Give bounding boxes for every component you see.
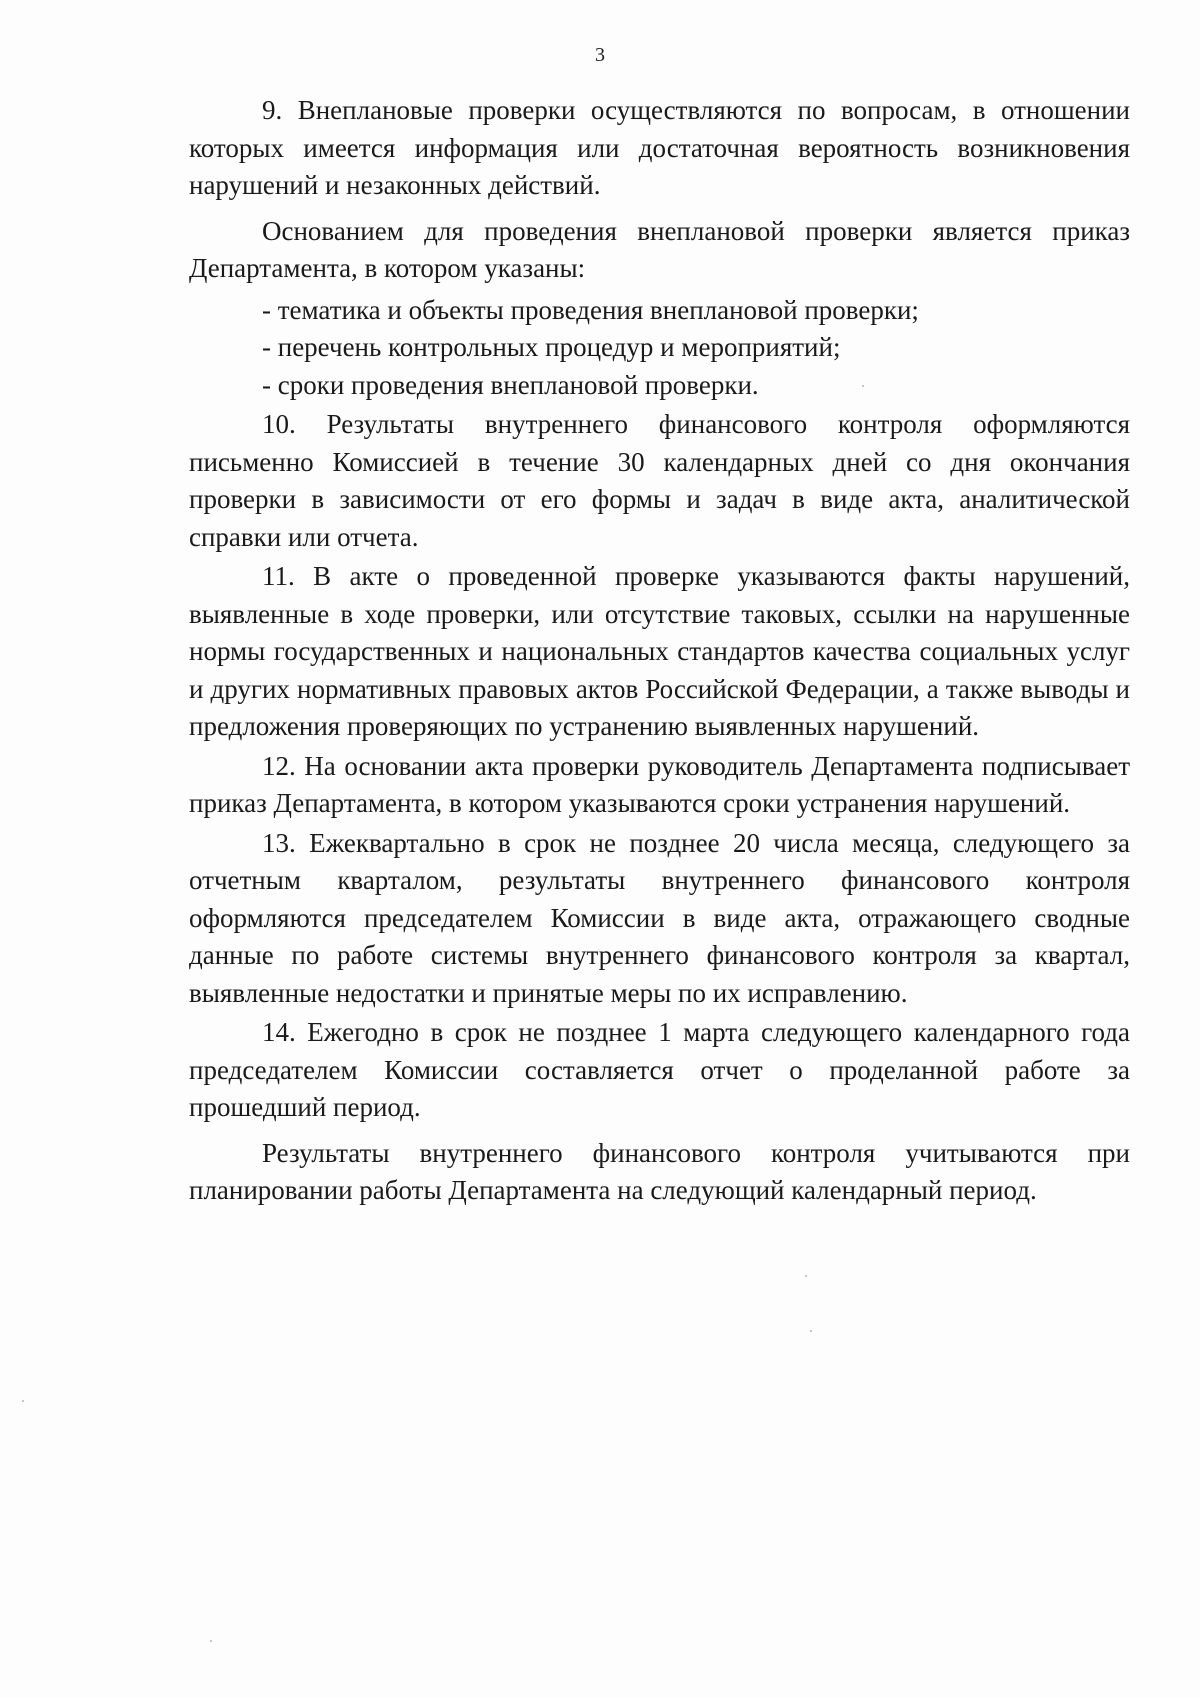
scan-speck [22, 1400, 24, 1402]
inspection-order-list [189, 292, 1130, 405]
document-body [189, 92, 1130, 1210]
paragraph-12: 12. На основании акта проверки руководитель Департамента подписывает приказ Департамента, в котором указываются сроки устранения нарушений. [189, 750, 1130, 818]
paragraph-14: 14. Ежегодно в срок не позднее 1 марта следующего календарного года председателем Комиссии составляется отчет о проделанной работе за прошедший период. [189, 1017, 1130, 1122]
scan-speck [862, 385, 864, 387]
paragraph-9-basis: Основанием для проведения внеплановой проверки является приказ Департамента, в котором указаны: [189, 215, 1130, 283]
paragraph-10: 10. Результаты внутреннего финансового контроля оформляются письменно Комиссией в течение 30 календарных дней со дня окончания проверки в зависимости от его формы и задач в виде акта, аналитической справки или отчета. [189, 409, 1130, 552]
paragraph-14-results: Результаты внутреннего финансового контроля учитываются при планировании работы Департамента на следующий календарный период. [189, 1137, 1130, 1205]
list-item: - тематика и объекты проведения внеплановой проверки; [262, 294, 919, 325]
paragraph-13: 13. Ежеквартально в срок не позднее 20 числа месяца, следующего за отчетным кварталом, результаты внутреннего финансового контроля оформляются председателем Комиссии в виде акта, отражающего сводные данные по работе системы внутреннего финансового контроля за квартал, выявленные недостатки и принятые меры по их исправлению. [189, 827, 1130, 1008]
paragraph-9: 9. Внеплановые проверки осуществляются по вопросам, в отношении которых имеется информация или достаточная вероятность возникновения нарушений и незаконных действий. [189, 95, 1130, 200]
scan-speck [210, 1640, 212, 1642]
paragraph-11: 11. В акте о проведенной проверке указываются факты нарушений, выявленные в ходе проверки, или отсутствие таковых, ссылки на нарушенные нормы государственных и национальных стандартов качества социальных услуг и других нормативных правовых актов Российской Федерации, а также выводы и предложения проверяющих по устранению выявленных нарушений. [189, 561, 1130, 741]
list-item: - сроки проведения внеплановой проверки. [262, 369, 759, 400]
scan-speck [810, 1330, 812, 1332]
list-item: - перечень контрольных процедур и мероприятий; [262, 332, 841, 362]
scan-speck [805, 1275, 807, 1277]
page-number: 3 [595, 44, 605, 66]
